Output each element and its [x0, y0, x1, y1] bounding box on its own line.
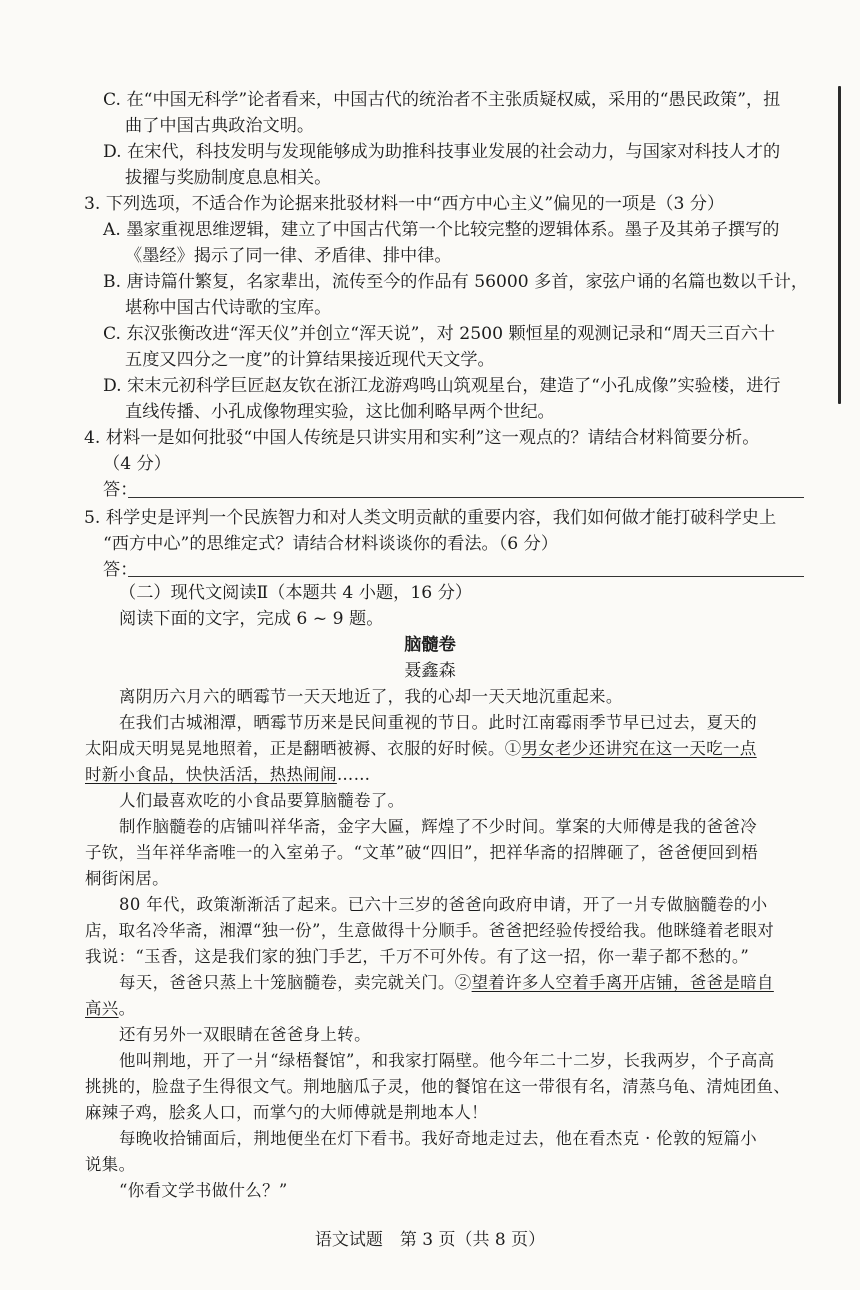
- story-paragraph-1: 离阴历六月六的晒霉节一天天地近了，我的心却一天天地沉重起来。: [119, 687, 623, 706]
- story-paragraph-5-line2: 店，取名冷华斋，湘潭“独一份”，生意做得十分顺手。爸爸把经验传授给我。他眯缝着老眼对: [85, 921, 775, 940]
- section-heading: （二）现代文阅读Ⅱ（本题共 4 小题，16 分）: [119, 583, 473, 603]
- story-paragraph-9-line2: 说集。: [85, 1155, 136, 1174]
- story-paragraph-8-line1: 他叫荆地，开了一爿“绿梧餐馆”，和我家打隔壁。他今年二十二岁，长我两岁，个子高高: [119, 1051, 775, 1070]
- story-paragraph-6-line2-period: 。: [118, 999, 136, 1018]
- story-paragraph-10: “你看文学书做什么？”: [119, 1181, 288, 1200]
- q3-option-a-line2: 《墨经》揭示了同一律、矛盾律、排中律。: [125, 246, 452, 266]
- q2-option-d-line1: D. 在宋代，科技发明与发现能够成为助推科技事业发展的社会动力，与国家对科技人才的: [103, 142, 781, 162]
- story-paragraph-4-line1: 制作脑髓卷的店铺叫祥华斋，金字大匾，辉煌了不少时间。掌案的大师傅是我的爸爸冷: [119, 817, 758, 836]
- story-paragraph-5-line3: 我说：“玉香，这是我们家的独门手艺，千万不可外传。有了这一招，你一辈子都不愁的。”: [85, 947, 750, 966]
- q4-answer-line[interactable]: [128, 497, 804, 498]
- q3-option-b-line2: 堪称中国古代诗歌的宝库。: [125, 298, 332, 318]
- q3-option-d-line2: 直线传播、小孔成像物理实验，这比伽利略早两个世纪。: [125, 402, 555, 422]
- q3-option-d-line1: D. 宋末元初科学巨匠赵友钦在浙江龙游鸡鸣山筑观星台，建造了“小孔成像”实验楼，进行: [103, 376, 781, 396]
- story-paragraph-6-line2: [85, 997, 135, 1021]
- story-paragraph-9-line1: 每晚收拾铺面后，荆地便坐在灯下看书。我好奇地走过去，他在看杰克 · 伦敦的短篇小: [119, 1129, 758, 1148]
- story-paragraph-2-line3-ellipsis: ……: [336, 765, 371, 784]
- page-footer: 语文试题 第 3 页（共 8 页）: [314, 1230, 546, 1250]
- story-paragraph-8-line3: 麻辣子鸡，脍炙人口，而掌勺的大师傅就是荆地本人！: [85, 1103, 488, 1122]
- story-paragraph-2-line3: [85, 763, 370, 787]
- story-paragraph-4-line3: 桐街闲居。: [85, 869, 169, 888]
- margin-bar: [838, 86, 841, 404]
- q3-option-c-line2: 五度又四分之一度”的计算结果接近现代天文学。: [125, 350, 495, 370]
- story-paragraph-6-line1: [119, 971, 774, 995]
- story-paragraph-7: 还有另外一双眼睛在爸爸身上转。: [119, 1025, 371, 1044]
- story-paragraph-5-line1: 80 年代，政策渐渐活了起来。已六十三岁的爸爸向政府申请，开了一爿专做脑髓卷的小: [119, 895, 768, 914]
- underlined-sentence-1-part2: 时新小食品，快快活活，热热闹闹: [85, 765, 337, 784]
- q5-stem-line1: 5. 科学史是评判一个民族智力和对人类文明贡献的重要内容，我们如何做才能打破科学史上: [84, 508, 777, 528]
- underlined-sentence-2-part2: 高兴: [85, 999, 119, 1018]
- q5-answer-label: 答：: [103, 560, 138, 580]
- story-paragraph-8-line2: 挑挑的，脸盘子生得很文气。荆地脑瓜子灵，他的餐馆在这一带很有名，清蒸乌龟、清炖团鱼、: [85, 1077, 791, 1096]
- q4-stem: 4. 材料一是如何批驳“中国人传统是只讲实用和实利”这一观点的？请结合材料简要分析。: [84, 428, 760, 448]
- q5-answer-line[interactable]: [128, 576, 804, 577]
- story-title: 脑髓卷: [404, 635, 456, 655]
- story-paragraph-3: 人们最喜欢吃的小食品要算脑髓卷了。: [119, 791, 405, 810]
- story-paragraph-6-line1-text: 每天，爸爸只蒸上十笼脑髓卷，卖完就关门。②: [119, 973, 472, 992]
- story-author: 聂鑫森: [404, 661, 456, 681]
- q3-stem: 3. 下列选项，不适合作为论据来批驳材料一中“西方中心主义”偏见的一项是（3 分）: [84, 194, 725, 214]
- q5-stem-line2: “西方中心”的思维定式？请结合材料谈谈你的看法。（6 分）: [103, 534, 559, 554]
- q2-option-c-line1: C. 在“中国无科学”论者看来，中国古代的统治者不主张质疑权威，采用的“愚民政策”，扭: [103, 90, 781, 110]
- q3-option-a-line1: A. 墨家重视思维逻辑，建立了中国古代第一个比较完整的逻辑体系。墨子及其弟子撰写的: [103, 220, 780, 240]
- q4-answer-label: 答：: [103, 480, 138, 500]
- story-paragraph-2-line2-text: 太阳成天明晃晃地照着，正是翻晒被褥、衣服的好时候。①: [85, 739, 522, 758]
- story-paragraph-2-line1: 在我们古城湘潭，晒霉节历来是民间重视的节日。此时江南霉雨季节早已过去，夏天的: [119, 713, 758, 732]
- q2-option-d-line2: 拔擢与奖励制度息息相关。: [125, 168, 332, 188]
- underlined-sentence-2-part1: 望着许多人空着手离开店铺，爸爸是暗自: [471, 973, 774, 992]
- section-instruction: 阅读下面的文字，完成 6 ~ 9 题。: [119, 609, 384, 629]
- underlined-sentence-1-part1: 男女老少还讲究在这一天吃一点: [521, 739, 757, 758]
- story-paragraph-2-line2: [85, 737, 757, 761]
- q3-option-b-line1: B. 唐诗篇什繁复，名家辈出，流传至今的作品有 56000 多首，家弦户诵的名篇也数以千计，: [103, 272, 808, 292]
- q3-option-c-line1: C. 东汉张衡改进“浑天仪”并创立“浑天说”，对 2500 颗恒星的观测记录和“周天三百六十: [103, 324, 776, 344]
- q4-points: （4 分）: [103, 454, 171, 474]
- story-paragraph-4-line2: 子钦，当年祥华斋唯一的入室弟子。“文革”破“四旧”，把祥华斋的招牌砸了，爸爸便回到梧: [85, 843, 759, 862]
- q2-option-c-line2: 曲了中国古典政治文明。: [125, 116, 315, 136]
